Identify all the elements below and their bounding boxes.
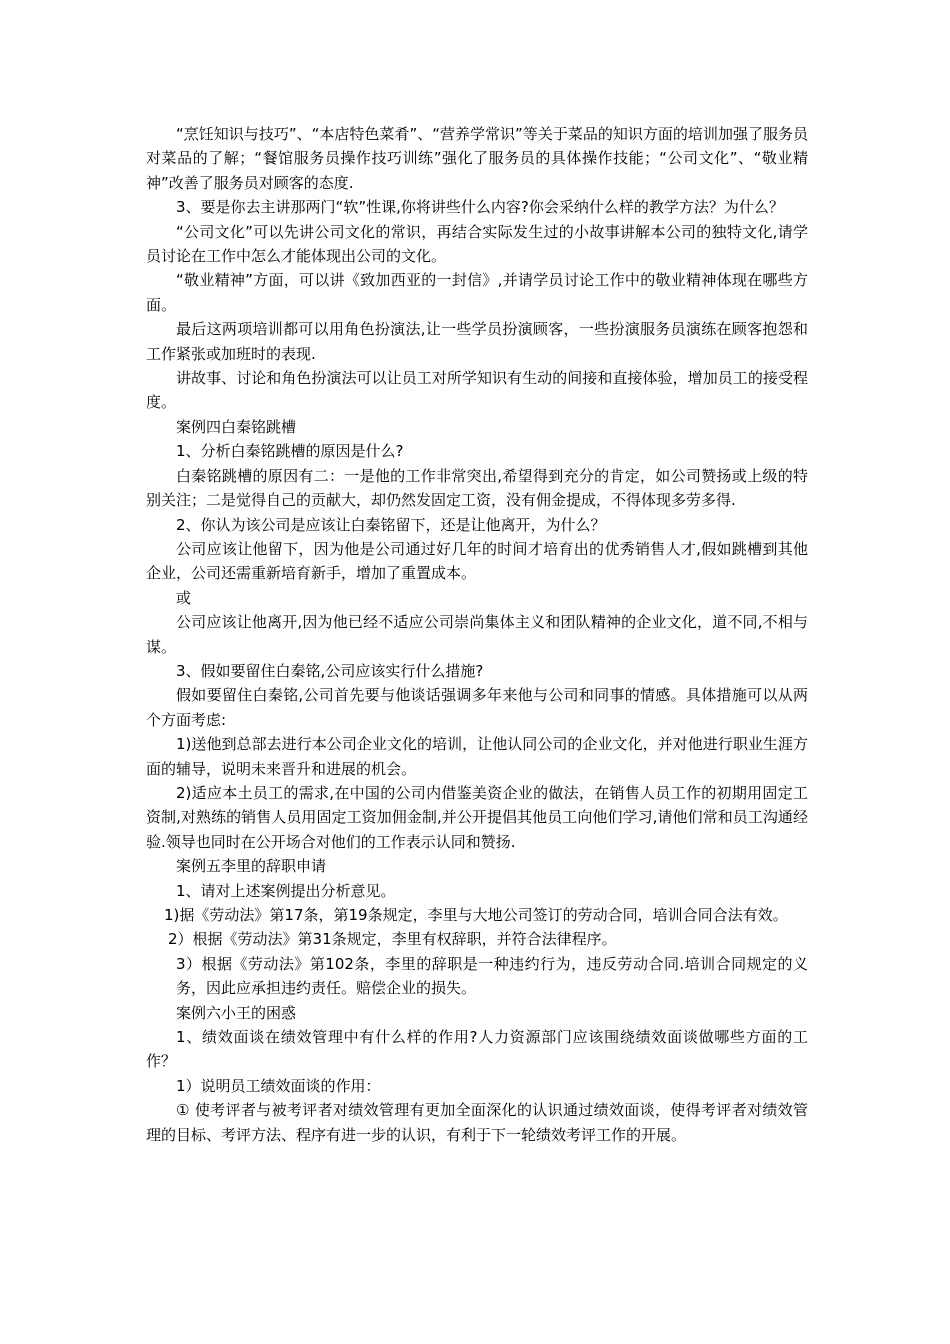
paragraph-role-play: 最后这两项培训都可以用角色扮演法,让一些学员扮演顾客，一些扮演服务员演练在顾客抱怨和工作紧张或加班时的表现. — [146, 320, 808, 363]
paragraph-company-culture: “公司文化”可以先讲公司文化的常识，再结合实际发生过的小故事讲解本公司的独特文化,请学员讨论在工作中怎么才能体现出公司的文化。 — [146, 222, 808, 266]
case-5-point-1: 1)据《劳动法》第17条，第19条规定，李里与大地公司签订的劳动合同，培训合同合法有效。 — [164, 906, 788, 924]
case-4-question-1: 1、分析白秦铭跳槽的原因是什么? — [176, 442, 404, 461]
case-4-question-3: 3、假如要留住白秦铭,公司应该实行什么措施? — [176, 661, 484, 680]
case-5-point-2: 2）根据《劳动法》第31条规定，李里有权辞职，并符合法律程序。 — [168, 930, 617, 949]
paragraph-methods-summary: 讲故事、讨论和角色扮演法可以让员工对所学知识有生动的间接和直接体验，增加员工的接受程度。 — [146, 369, 808, 412]
case-5-heading: 案例五李里的辞职申请 — [176, 857, 327, 876]
document-body — [146, 122, 808, 1147]
case-4-answer-2a: 公司应该让他留下，因为他是公司通过好几年的时间才培育出的优秀销售人才,假如跳槽到其他企业，公司还需重新培育新手，增加了重置成本。 — [146, 539, 808, 583]
case-4-answer-2b: 公司应该让他离开,因为他已经不适应公司崇尚集体主义和团队精神的企业文化，道不同,不相与谋。 — [146, 613, 808, 656]
question-soft-courses: 3、要是你去主讲那两门“软”性课,你将讲些什么内容?你会采纳什么样的教学方法？为什么？ — [176, 198, 784, 217]
case-6-point-1: 1）说明员工绩效面谈的作用： — [176, 1076, 381, 1095]
paragraph-dedication: “敬业精神”方面，可以讲《致加西亚的一封信》,并请学员讨论工作中的敬业精神体现在哪些方面。 — [146, 271, 808, 314]
case-4-answer-3: 假如要留住白秦铭,公司首先要与他谈话强调多年来他与公司和同事的情感。具体措施可以从两个方面考虑: — [146, 686, 808, 729]
case-6-subpoint-1: ① 使考评者与被考评者对绩效管理有更加全面深化的认识通过绩效面谈，使得考评者对绩效管理的目标、考评方法、程序有进一步的认识，有利于下一轮绩效考评工作的开展。 — [146, 1101, 808, 1144]
case-4-measure-2: 2)适应本土员工的需求,在中国的公司内借鉴美资企业的做法，在销售人员工作的初期用固定工资制,对熟练的销售人员用固定工资加佣金制,并公开提倡其他员工向他们学习,请他们常和员工沟通经验.领导也同时在公开场合对他们的工作表示认同和赞扬. — [146, 783, 808, 851]
case-6-heading: 案例六小王的困惑 — [176, 1003, 297, 1022]
case-4-question-2: 2、你认为该公司是应该让白秦铭留下，还是让他离开，为什么？ — [176, 515, 606, 534]
case-6-question-1: 1、绩效面谈在绩效管理中有什么样的作用?人力资源部门应该围绕绩效面谈做哪些方面的工作？ — [146, 1028, 808, 1071]
case-5-question-1: 1、请对上述案例提出分析意见。 — [176, 881, 396, 900]
case-4-measure-1: 1)送他到总部去进行本公司企业文化的培训，让他认同公司的企业文化，并对他进行职业生涯方面的辅导，说明未来晋升和进展的机会。 — [146, 735, 808, 778]
paragraph-training-effects: “烹饪知识与技巧”、“本店特色菜肴”、“营养学常识”等关于菜品的知识方面的培训加强了服务员对菜品的了解；“餐馆服务员操作技巧训练”强化了服务员的具体操作技能；“公司文化”、“敬业精神”改善了服务员对顾客的态度. — [146, 125, 808, 192]
case-5-point-3: 3）根据《劳动法》第102条，李里的辞职是一种违约行为，违反劳动合同.培训合同规定的义务，因此应承担违约责任。赔偿企业的损失。 — [176, 954, 808, 998]
case-4-or: 或 — [176, 588, 192, 607]
case-4-answer-1: 白秦铭跳槽的原因有二：一是他的工作非常突出,希望得到充分的肯定，如公司赞扬或上级的特别关注；二是觉得自己的贡献大，却仍然发固定工资，没有佣金提成，不得体现多劳多得. — [146, 466, 808, 510]
case-4-heading: 案例四白秦铭跳槽 — [176, 417, 297, 436]
